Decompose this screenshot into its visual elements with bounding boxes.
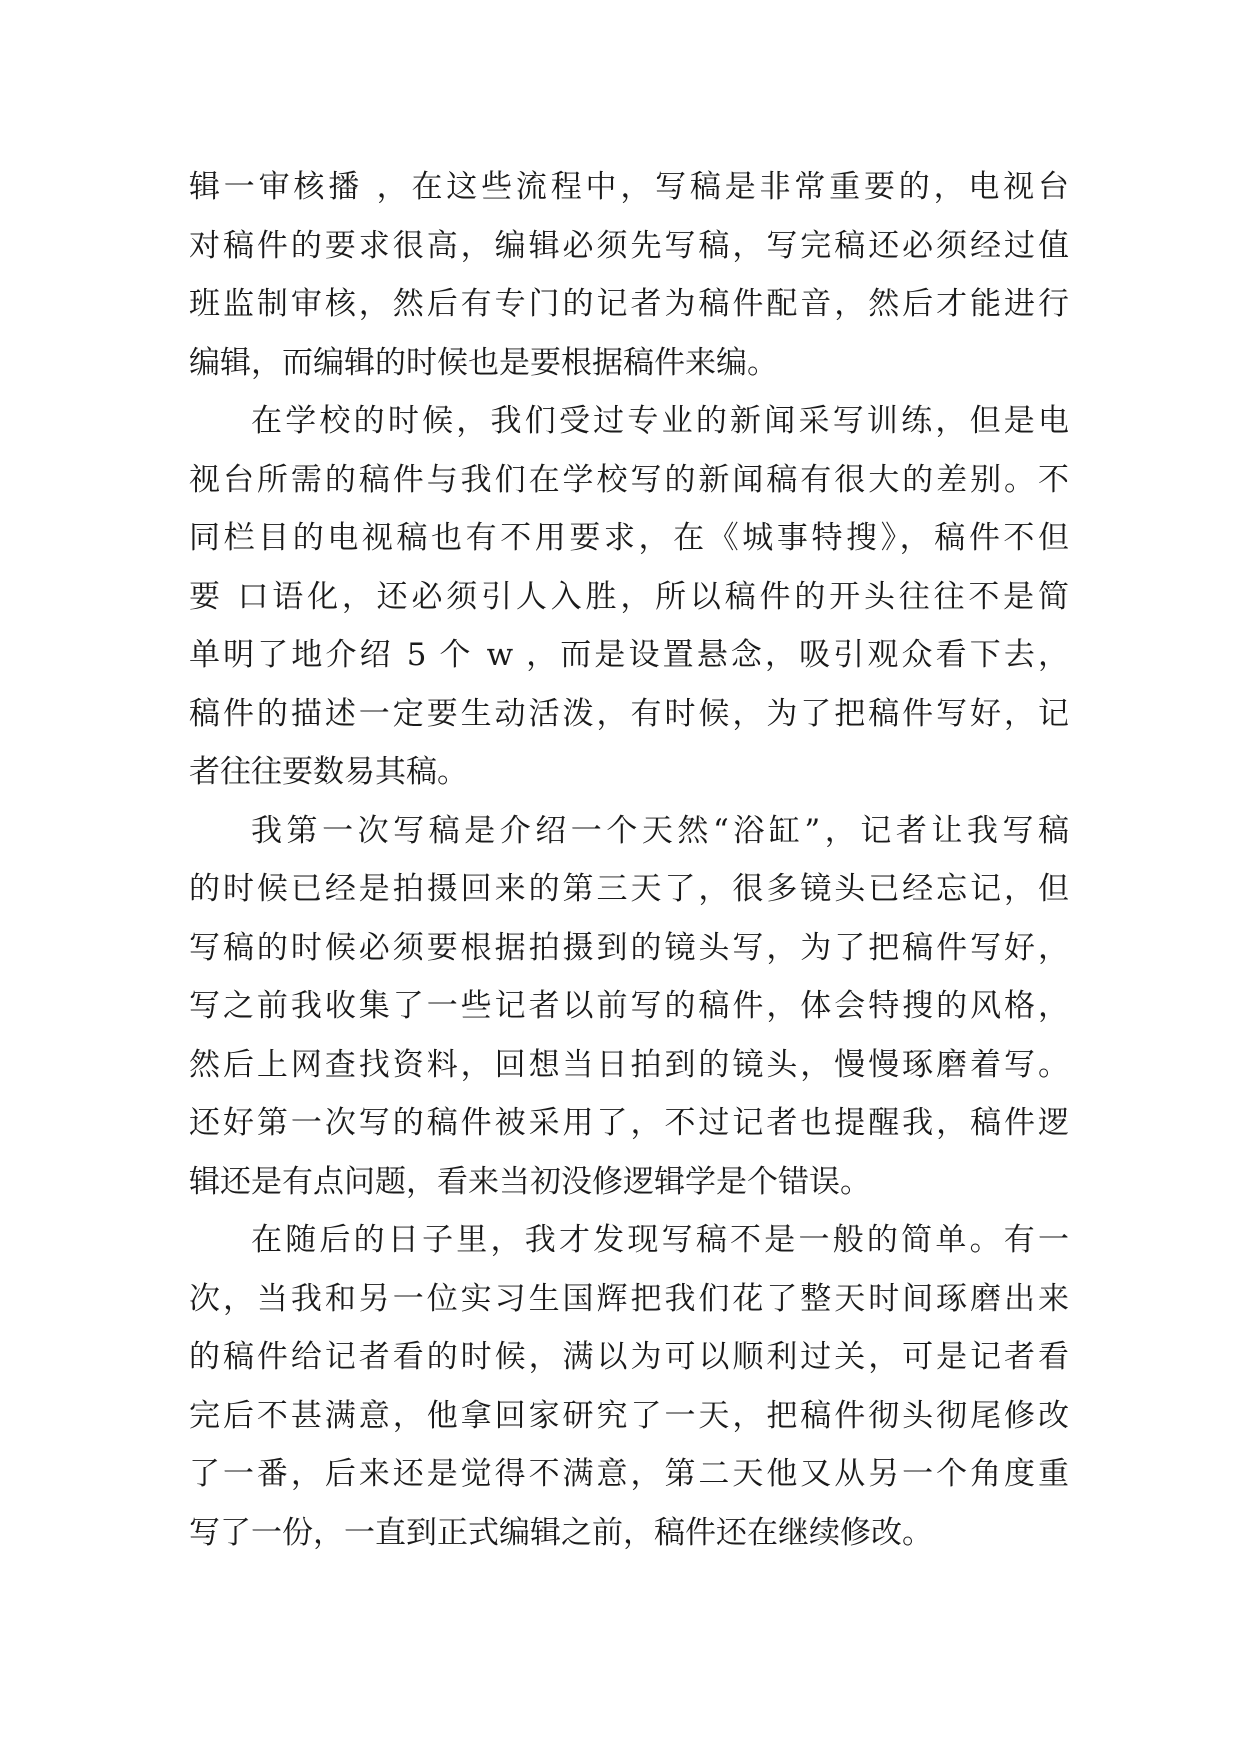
text-line: 者往往要数易其稿。 (189, 754, 468, 790)
text-line: 然后上网查找资料，回想当日拍到的镜头，慢慢琢磨着写。 (189, 1046, 1069, 1083)
text-line: 写之前我收集了一些记者以前写的稿件，体会特搜的风格， (189, 988, 1069, 1024)
text-line: 写稿的时候必须要根据拍摄到的镜头写，为了把稿件写好， (189, 929, 1069, 966)
text-line: 单明了地介绍 5 个 w ，而是设置悬念，吸引观众看下去， (189, 637, 1069, 673)
paragraph-first-line: 在学校的时候，我们受过专业的新闻采写训练，但是电 (251, 403, 1069, 439)
text-line: 的稿件给记者看的时候，满以为可以顺利过关，可是记者看 (189, 1339, 1069, 1375)
text-line: 对稿件的要求很高，编辑必须先写稿，写完稿还必须经过值 (189, 227, 1069, 264)
text-line: 完后不甚满意，他拿回家研究了一天，把稿件彻头彻尾修改 (189, 1397, 1069, 1434)
text-line: 辑还是有点问题，看来当初没修逻辑学是个错误。 (189, 1163, 871, 1200)
text-line: 编辑，而编辑的时候也是要根据稿件来编。 (189, 344, 778, 381)
text-line: 班监制审核，然后有专门的记者为稿件配音，然后才能进行 (189, 286, 1069, 322)
paragraph-first-line: 我第一次写稿是介绍一个天然“浴缸”，记者让我写稿 (251, 812, 1069, 849)
document-body (189, 158, 1069, 1562)
text-line: 辑一审核播 ，在这些流程中，写稿是非常重要的，电视台 (189, 169, 1069, 205)
paragraph-first-line: 在随后的日子里，我才发现写稿不是一般的简单。有一 (251, 1222, 1069, 1258)
text-line: 要 口语化，还必须引人入胜，所以稿件的开头往往不是简 (189, 578, 1069, 615)
text-line: 写了一份，一直到正式编辑之前，稿件还在继续修改。 (189, 1514, 933, 1551)
text-line: 了一番，后来还是觉得不满意，第二天他又从另一个角度重 (189, 1456, 1069, 1492)
text-line: 的时候已经是拍摄回来的第三天了，很多镜头已经忘记，但 (189, 871, 1069, 907)
text-line: 同栏目的电视稿也有不用要求，在《城事特搜》，稿件不但 (189, 520, 1069, 556)
text-line: 稿件的描述一定要生动活泼，有时候，为了把稿件写好，记 (189, 695, 1069, 732)
text-line: 视台所需的稿件与我们在学校写的新闻稿有很大的差别。不 (189, 461, 1069, 498)
text-line: 还好第一次写的稿件被采用了，不过记者也提醒我，稿件逻 (189, 1105, 1069, 1141)
text-line: 次，当我和另一位实习生国辉把我们花了整天时间琢磨出来 (189, 1280, 1069, 1317)
